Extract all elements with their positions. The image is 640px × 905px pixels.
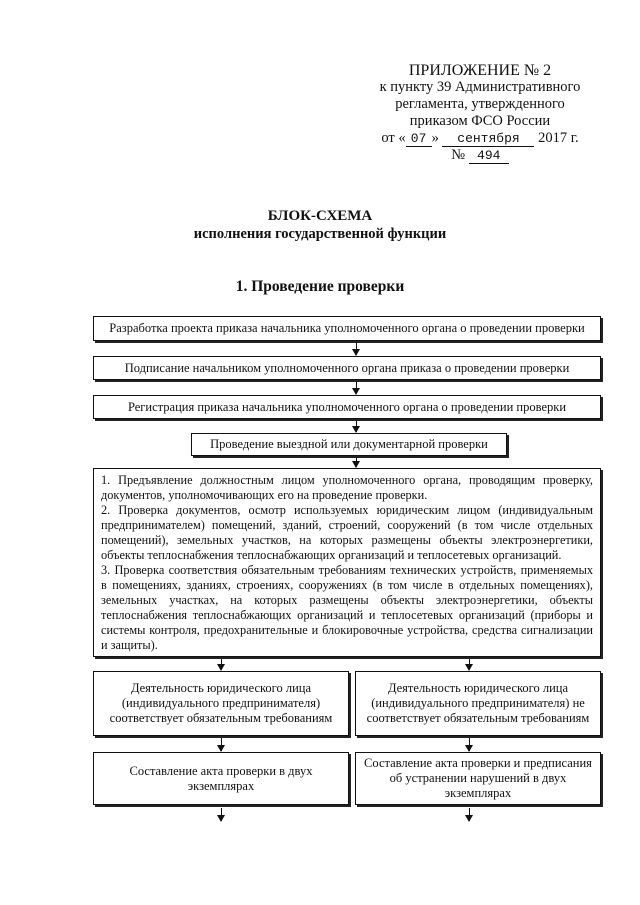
appendix-line-2: регламента, утвержденного: [395, 96, 565, 112]
act-compliant-label: Составление акта проверки в двух экземплярах: [129, 763, 313, 793]
act-compliant: [93, 752, 349, 805]
appendix-block: [360, 62, 600, 164]
detail-item-3: 3. Проверка соответствия обязательным требованиям технических устройств, применяемых в помещениях, зданиях, строениях, сооружениях (в том числе в отдельных помещениях), земельных участках, на которых размещены объекты электроэнергетики, объекты теплоснабжения теплоснабжающих организаций и теплосетевых организаций (приборы и системы контроля, предохранительные и блокировочные устройства, средства сигнализации и защиты).: [101, 563, 593, 652]
act-noncompliant-label: Составление акта проверки и предписания об устранении нарушений в двух экземплярах: [364, 756, 592, 800]
number-value: 494: [469, 149, 509, 164]
step-draft-order-label: Разработка проекта приказа начальника уполномоченного органа о проведении проверки: [109, 321, 585, 335]
scheme-subtitle: исполнения государственной функции: [193, 226, 447, 242]
result-noncompliant: [355, 671, 601, 736]
result-compliant: [93, 671, 349, 736]
step-register-order-label: Регистрация приказа начальника уполномоченного органа о проведении проверки: [127, 399, 567, 414]
step-draft-order: [93, 316, 601, 341]
section-title: 1. Проведение проверки: [235, 278, 405, 295]
step-conduct-inspection-label: Проведение выездной или документарной проверки: [210, 437, 488, 451]
detail-item-1: 1. Предъявление должностным лицом уполномоченного органа, проводящим проверку, документов, уполномочивающих его на проведение проверки.: [101, 473, 593, 502]
arrow-down-icon: [356, 343, 357, 355]
step-sign-order-label: Подписание начальником уполномоченного органа приказа о проведении проверки: [124, 360, 570, 375]
step-sign-order: [93, 356, 601, 380]
arrow-down-icon: [221, 808, 222, 821]
arrow-down-icon: [469, 659, 470, 670]
arrow-down-icon: [356, 458, 357, 467]
arrow-down-icon: [356, 421, 357, 432]
appendix-line-1: к пункту 39 Административного: [379, 79, 581, 95]
date-month: сентября: [442, 132, 534, 147]
detail-item-2: 2. Проверка документов, осмотр используемых юридическим лицом (индивидуальным предпринимателем) помещений, зданий, строений, сооружений (в том числе отдельных помещений), земельных участков, на которых размещены объекты электроэнергетики, объекты теплоснабжения теплоснабжающих организаций и теплосетевых организаций.: [101, 503, 593, 562]
result-compliant-label: Деятельность юридического лица (индивидуального предпринимателя) соответствует обязательным требованиям: [109, 681, 333, 725]
scheme-title: БЛОК-СХЕМА: [267, 208, 373, 224]
date-mid: »: [431, 130, 439, 146]
date-prefix: от «: [381, 130, 406, 146]
inspection-details: [93, 468, 601, 657]
step-conduct-inspection: [191, 433, 507, 456]
appendix-title: ПРИЛОЖЕНИЕ № 2: [408, 62, 552, 79]
step-register-order: [93, 395, 601, 419]
appendix-date: [360, 130, 600, 147]
result-noncompliant-label: Деятельность юридического лица (индивидуального предпринимателя) не соответствует обязательным требованиям: [366, 681, 590, 725]
date-year: 2017 г.: [538, 130, 579, 146]
arrow-down-icon: [469, 808, 470, 821]
appendix-number: [360, 147, 600, 164]
arrow-down-icon: [221, 738, 222, 751]
act-noncompliant: [355, 752, 601, 805]
date-day: 07: [406, 132, 432, 147]
appendix-line-3: приказом ФСО России: [409, 113, 551, 129]
arrow-down-icon: [469, 738, 470, 751]
number-prefix: №: [451, 147, 466, 163]
arrow-down-icon: [356, 382, 357, 394]
arrow-down-icon: [221, 659, 222, 670]
